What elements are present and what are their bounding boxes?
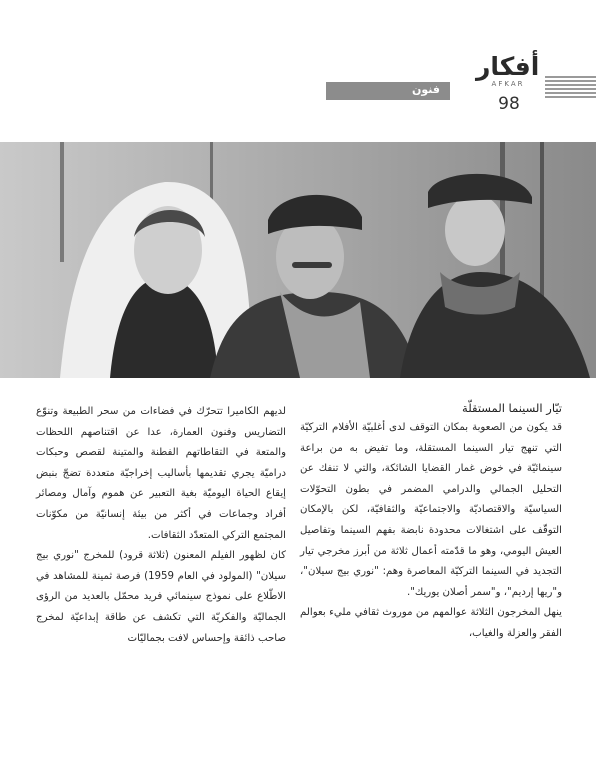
section-bar [326,82,450,100]
article-paragraph: لديهم الكاميرا تتحرّك في فضاءات من سحر الطبيعة وتنوّع التضاريس وفنون العمارة، عدا عن اقتناصهم اللحظات والمتعة في التقاطاتهم الفطنة والمتينة لقصص وحبكات دراميّة يجري تقديمها بأساليب إخراجيّة متعددة تضجّ بنبض إيقاع الحياة اليوميّة بغية التعبير عن هموم وآمال ومصائر أفراد وجماعات في أكثر من بيئة إنسانيّة من مكوّنات المجتمع التركي المتعدّد الثقافات. [36,406,286,541]
article-column-right [300,398,562,645]
page-number: 98 [498,94,520,114]
article-column-left [36,402,286,649]
section-label: فنون [412,83,440,96]
article-paragraph: كان لظهور الفيلم المعنون (ثلاثة قرود) للمخرج "نوري بيج سيلان" (المولود في العام 1959) فرصة ثمينة للمشاهد في الاطّلاع على نموذج سينمائي فريد محمّل بالعديد من الرؤى الجماليّة والفكريّة التي تكشف عن طاقة إبداعيّة لمخرج صاحب ذائقة وإحساس لافت بجماليّات [36,550,286,644]
magazine-logo: أفكار [476,52,540,81]
article-subheading: تيّار السينما المستقلّة [462,401,562,415]
film-still-photo [0,142,596,378]
article-paragraph: ينهل المخرجون الثلاثة عوالمهم من موروث ثقافي مليء بعوالم الفقر والعزلة والغياب، [300,607,562,639]
header-stripes-decoration [545,76,596,99]
article-paragraph: قد يكون من الصعوبة بمكان التوقف لدى أغلبيّة الأفلام التركيّة التي تنهج تيار السينما المستقلة، وما تفيض به من براعة سينمائيّة في خوض غمار القضايا الشائكة، والتي لا تنفك عن التحليل الجمالي والدرامي المضمر في بطون التحوّلات السياسيّة والاقتصاديّة والاجتماعيّة والثقافيّة، لكن بالإمكان التوقّف على اشتغالات محدودة نابضة بفهم السينما وتفاصيل العيش اليومي، وهو ما قدّمته أعمال ثلاثة من أبرز مخرجي تيار التجديد في السينما التركيّة المعاصرة وهم: "نوري بيج سيلان"، و"ريها إرديم"، و"سمر أصلان يوريك". [300,422,562,598]
film-still-photo-icon [0,142,596,378]
magazine-logo-subtext: AFKAR [491,80,525,88]
